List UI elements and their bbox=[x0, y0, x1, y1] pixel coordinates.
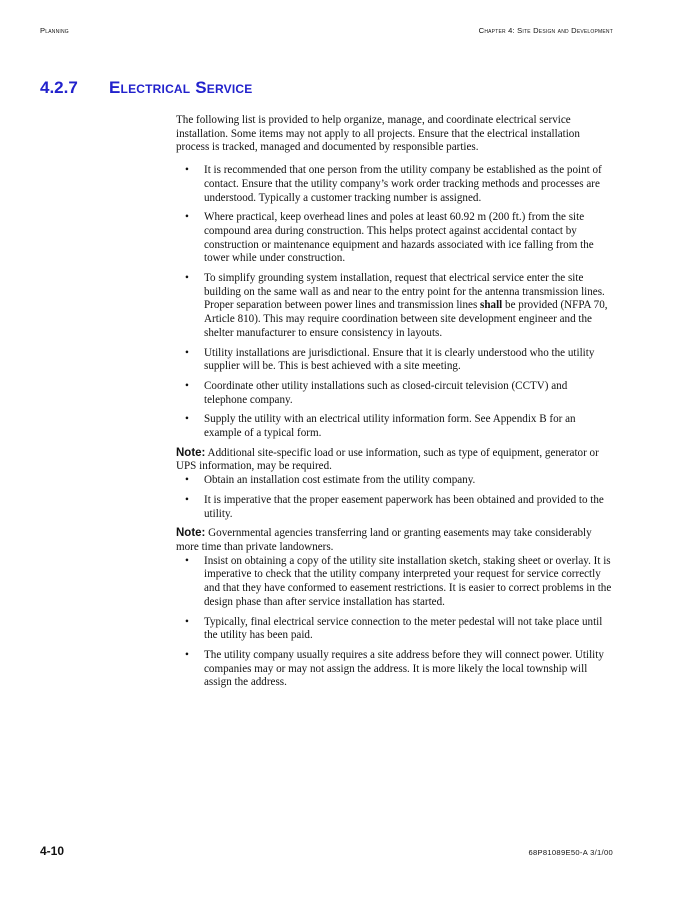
bullet-icon: • bbox=[185, 493, 189, 506]
body-text bbox=[176, 114, 612, 696]
bullet-icon: • bbox=[185, 164, 189, 177]
list-item: • Obtain an installation cost estimate from the utility company. bbox=[185, 474, 476, 487]
bullet-icon: • bbox=[185, 272, 189, 285]
bullet-list bbox=[176, 164, 612, 441]
bullet-icon: • bbox=[185, 615, 189, 628]
list-item: • Supply the utility with an electrical utility information form. See Appendix B for an example of a typical form. bbox=[185, 413, 576, 440]
section-number: 4.2.7 bbox=[40, 78, 78, 97]
intro-paragraph: The following list is provided to help organize, manage, and coordinate electrical service installation. Some items may not apply to all projects. Ensure that the electrical installation process is tracked, managed and documented by responsible parties. bbox=[176, 114, 580, 154]
list-item: • Coordinate other utility installations such as closed-circuit television (CCTV) and telephone company. bbox=[185, 379, 568, 406]
bullet-list bbox=[176, 474, 612, 521]
note-block bbox=[176, 527, 612, 554]
note-block bbox=[176, 447, 612, 474]
list-item: • Where practical, keep overhead lines and poles at least 60.92 m (200 ft.) from the site compound area during construction. This helps protect against accidental contact by construction or maintenance equipment and hazards associated with ice falling from the tower while under construction. bbox=[185, 211, 594, 265]
bullet-icon: • bbox=[185, 413, 189, 426]
document-id: 68P81089E50-A 3/1/00 bbox=[528, 848, 613, 857]
list-item: • Typically, final electrical service connection to the meter pedestal will not take place until the utility has been paid. bbox=[185, 615, 603, 642]
note-text: Additional site-specific load or use information, such as type of equipment, generator or UPS information, may be required. bbox=[176, 446, 599, 473]
list-item: • Utility installations are jurisdictional. Ensure that it is clearly understood who the utility supplier will be. This is best achieved with a site meeting. bbox=[185, 346, 595, 373]
running-header-right: Chapter 4: Site Design and Development bbox=[478, 26, 613, 35]
bullet-icon: • bbox=[185, 346, 189, 359]
note-text: Governmental agencies transferring land or granting easements may take considerably more time than private landowners. bbox=[176, 527, 592, 553]
bullet-icon: • bbox=[185, 554, 189, 567]
shall-emphasis: shall bbox=[480, 299, 503, 312]
list-item: • The utility company usually requires a site address before they will connect power. Utility companies may or may not assign the address. It is more likely the local township will assign the address. bbox=[185, 648, 604, 689]
bullet-icon: • bbox=[185, 211, 189, 224]
page-number: 4-10 bbox=[40, 844, 65, 858]
list-item: • It is recommended that one person from the utility company be established as the point of contact. Ensure that the utility company’s work order tracking methods and processes are understood. Typically a customer tracking number is assigned. bbox=[185, 164, 602, 204]
section-title: Electrical Service bbox=[109, 78, 253, 97]
running-header-left: Planning bbox=[40, 26, 69, 35]
list-item: • It is imperative that the proper easement paperwork has been obtained and provided to the utility. bbox=[185, 493, 604, 520]
bullet-icon: • bbox=[185, 648, 189, 661]
bullet-icon: • bbox=[185, 379, 189, 392]
list-item: • To simplify grounding system installation, request that electrical service enter the site building on the same wall as and near to the entry point for the antenna transmission lines. Proper separation between power lines and transmission lines shall be provided (NFPA 70, Article 810). This may require coordination between site development engineer and the shelter manufacturer to ensure consistency in layouts. bbox=[185, 272, 608, 339]
note-label: Note: bbox=[176, 446, 206, 459]
note-label: Note: bbox=[176, 527, 206, 540]
bullet-list bbox=[176, 555, 612, 690]
bullet-icon: • bbox=[185, 474, 189, 487]
list-item: • Insist on obtaining a copy of the utility site installation sketch, staking sheet or overlay. It is imperative to check that the utility company interpreted your request for service correctly and that they have conformed to easement restrictions. It is easier to correct problems in the design phase than after service installation has started. bbox=[185, 554, 612, 608]
